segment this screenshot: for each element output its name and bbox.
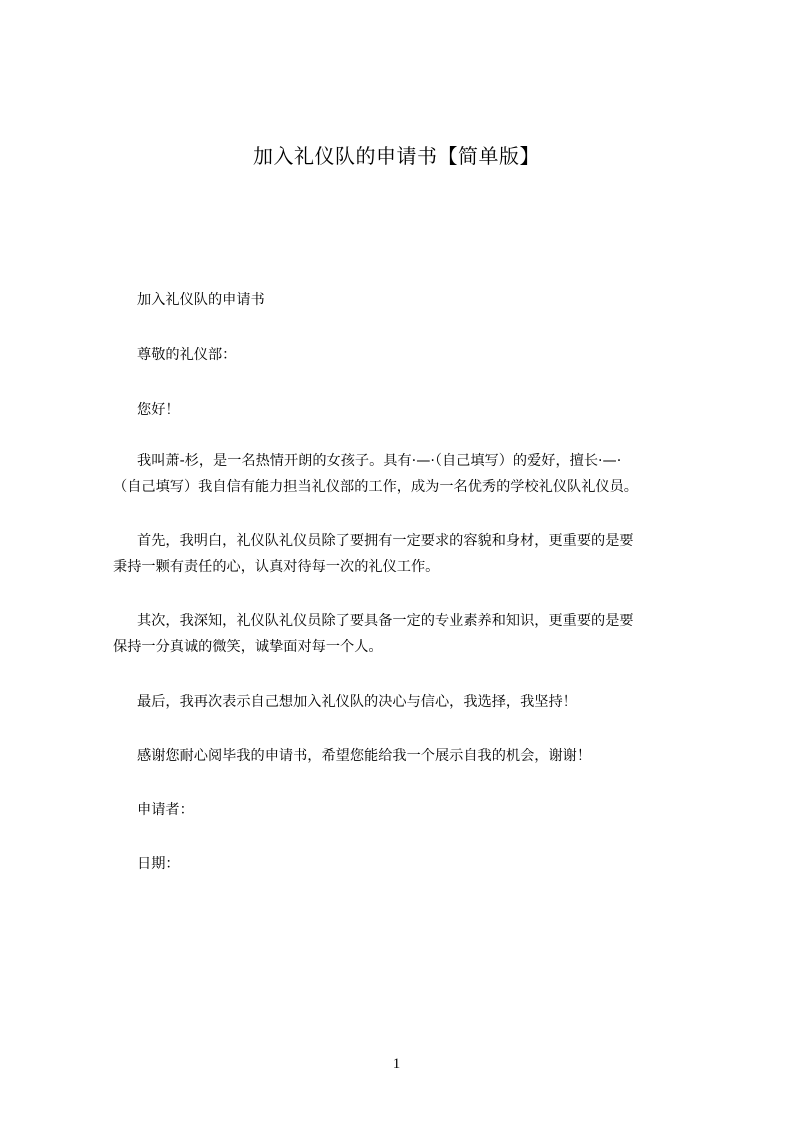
date-label: 日期： xyxy=(137,856,180,872)
greeting xyxy=(113,397,705,423)
closing-statement xyxy=(113,689,705,715)
thanks-statement-text: 感谢您耐心阅毕我的申请书，希望您能给我一个展示自我的机会，谢谢！ xyxy=(137,748,592,764)
paragraph-line: （自己填写）我自信有能力担当礼仪部的工作，成为一名优秀的学校礼仪队礼仪员。 xyxy=(113,479,638,495)
letter-heading xyxy=(113,287,705,313)
body-paragraph-introduction xyxy=(113,448,705,500)
body-paragraph-first-point xyxy=(113,528,705,580)
date-line xyxy=(113,851,705,877)
applicant-signature-line xyxy=(113,797,705,823)
document-title: 加入礼仪队的申请书【简单版】 xyxy=(253,144,540,168)
closing-statement-text: 最后，我再次表示自己想加入礼仪队的决心与信心，我选择，我坚持！ xyxy=(137,694,577,710)
paragraph-line: 其次，我深知，礼仪队礼仪员除了要具备一定的专业素养和知识，更重要的是要 xyxy=(137,613,634,629)
page-number: 1 xyxy=(392,1056,401,1072)
salutation xyxy=(113,342,705,368)
thanks-statement xyxy=(113,743,705,769)
greeting-text: 您好！ xyxy=(137,402,180,418)
salutation-text: 尊敬的礼仪部： xyxy=(137,347,237,363)
paragraph-line: 保持一分真诚的微笑，诚挚面对每一个人。 xyxy=(113,639,383,655)
letter-heading-text: 加入礼仪队的申请书 xyxy=(137,292,265,308)
body-paragraph-second-point xyxy=(113,608,705,660)
paragraph-line: 我叫萧-杉，是一名热情开朗的女孩子。具有·—·（自己填写）的爱好，擅长·—· xyxy=(137,453,622,469)
applicant-label: 申请者： xyxy=(137,802,194,818)
paragraph-line: 秉持一颗有责任的心，认真对待每一次的礼仪工作。 xyxy=(113,559,440,575)
paragraph-line: 首先，我明白，礼仪队礼仪员除了要拥有一定要求的容貌和身材，更重要的是要 xyxy=(137,533,634,549)
